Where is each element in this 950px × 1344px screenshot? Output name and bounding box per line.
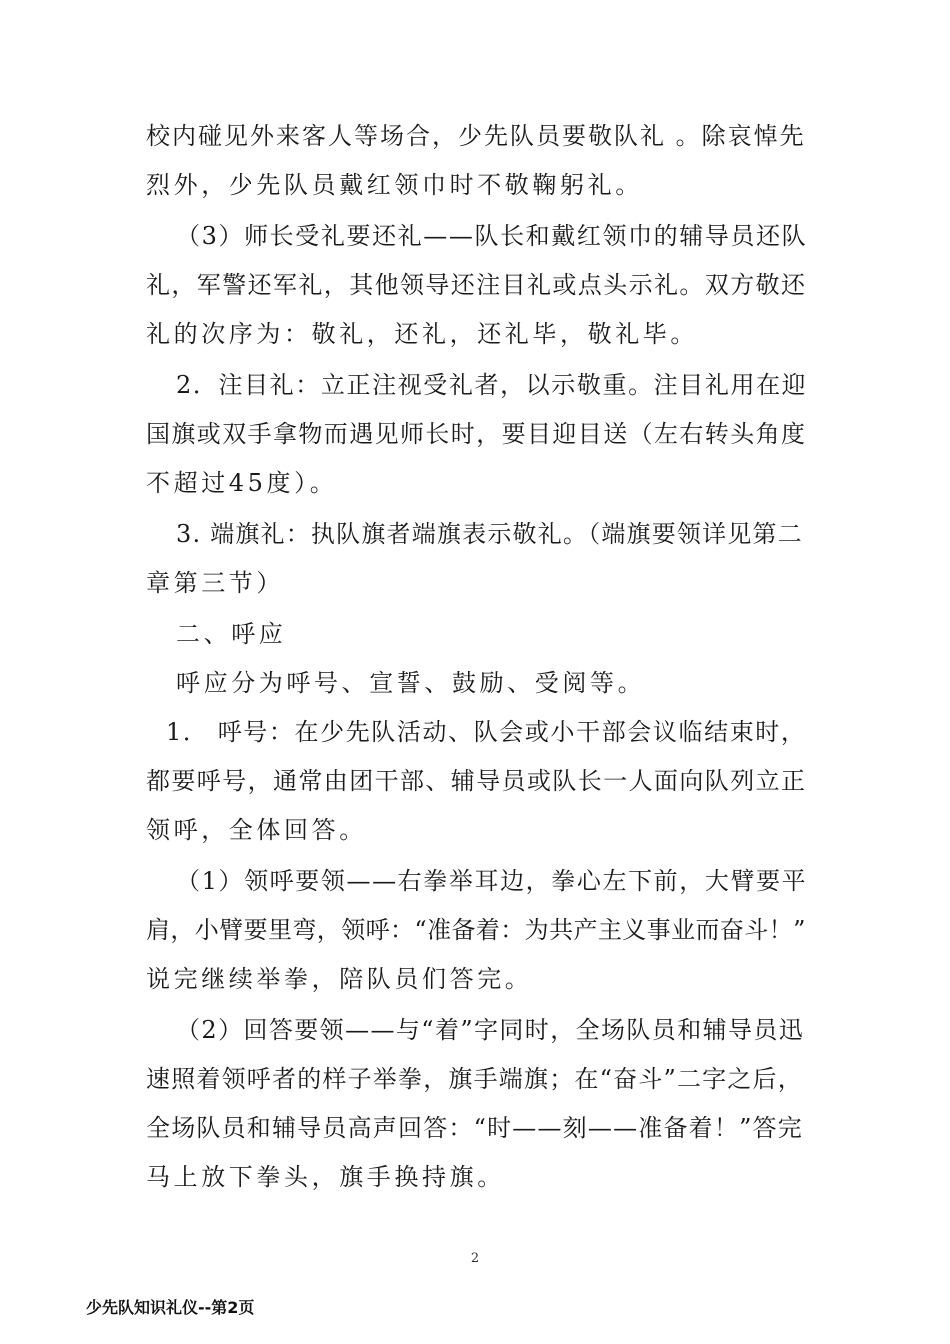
page-number: 2 [470, 1251, 480, 1266]
body-line: （3）师长受礼要还礼——队长和戴红领巾的辅导员还队 [176, 222, 808, 250]
body-line: 全场队员和辅导员高声回答：“时——刻——准备着！”答完 [146, 1114, 803, 1142]
body-line: 速照着领呼者的样子举拳，旗手端旗；在“奋斗”二字之后， [146, 1065, 803, 1093]
body-line: 领呼，全体回答。 [146, 816, 367, 844]
body-line: 马上放下拳头，旗手换持旗。 [146, 1163, 505, 1191]
section-heading: 二、呼应 [176, 620, 287, 648]
body-line: 礼的次序为：敬礼，还礼，还礼毕，敬礼毕。 [146, 320, 698, 348]
body-line: 说完继续举拳，陪队员们答完。 [146, 965, 533, 993]
body-line: 国旗或双手拿物而遇见师长时，要目迎目送（左右转头角度 [146, 420, 807, 448]
body-line: 呼应分为呼号、宣誓、鼓励、受阅等。 [176, 669, 646, 697]
body-line: 2．注目礼：立正注视受礼者，以示敬重。注目礼用在迎 [176, 371, 808, 399]
footer-label: 少先队知识礼仪--第2页 [86, 1298, 255, 1317]
body-line: 校内碰见外来客人等场合，少先队员要敬队礼 。除哀悼先 [146, 122, 806, 150]
body-line: 礼，军警还军礼，其他领导还注目礼或点头示礼。双方敬还 [146, 271, 807, 299]
body-line: 3. 端旗礼：执队旗者端旗表示敬礼。（端旗要领详见第二 [176, 520, 803, 548]
body-line: 1． 呼号：在少先队活动、队会或小干部会议临结束时， [166, 718, 807, 746]
body-line: （2）回答要领——与“着”字同时，全场队员和辅导员迅 [176, 1016, 805, 1044]
body-line: 不超过45度）。 [146, 469, 338, 497]
body-line: 肩，小臂要里弯，领呼：“准备着：为共产主义事业而奋斗！” [146, 916, 806, 944]
body-line: 章第三节） [146, 569, 284, 597]
body-line: 烈外，少先队员戴红领巾时不敬鞠躬礼。 [146, 171, 643, 199]
body-line: （1）领呼要领——右拳举耳边，拳心左下前，大臂要平 [176, 867, 808, 895]
body-line: 都要呼号，通常由团干部、辅导员或队长一人面向队列立正 [146, 767, 807, 795]
